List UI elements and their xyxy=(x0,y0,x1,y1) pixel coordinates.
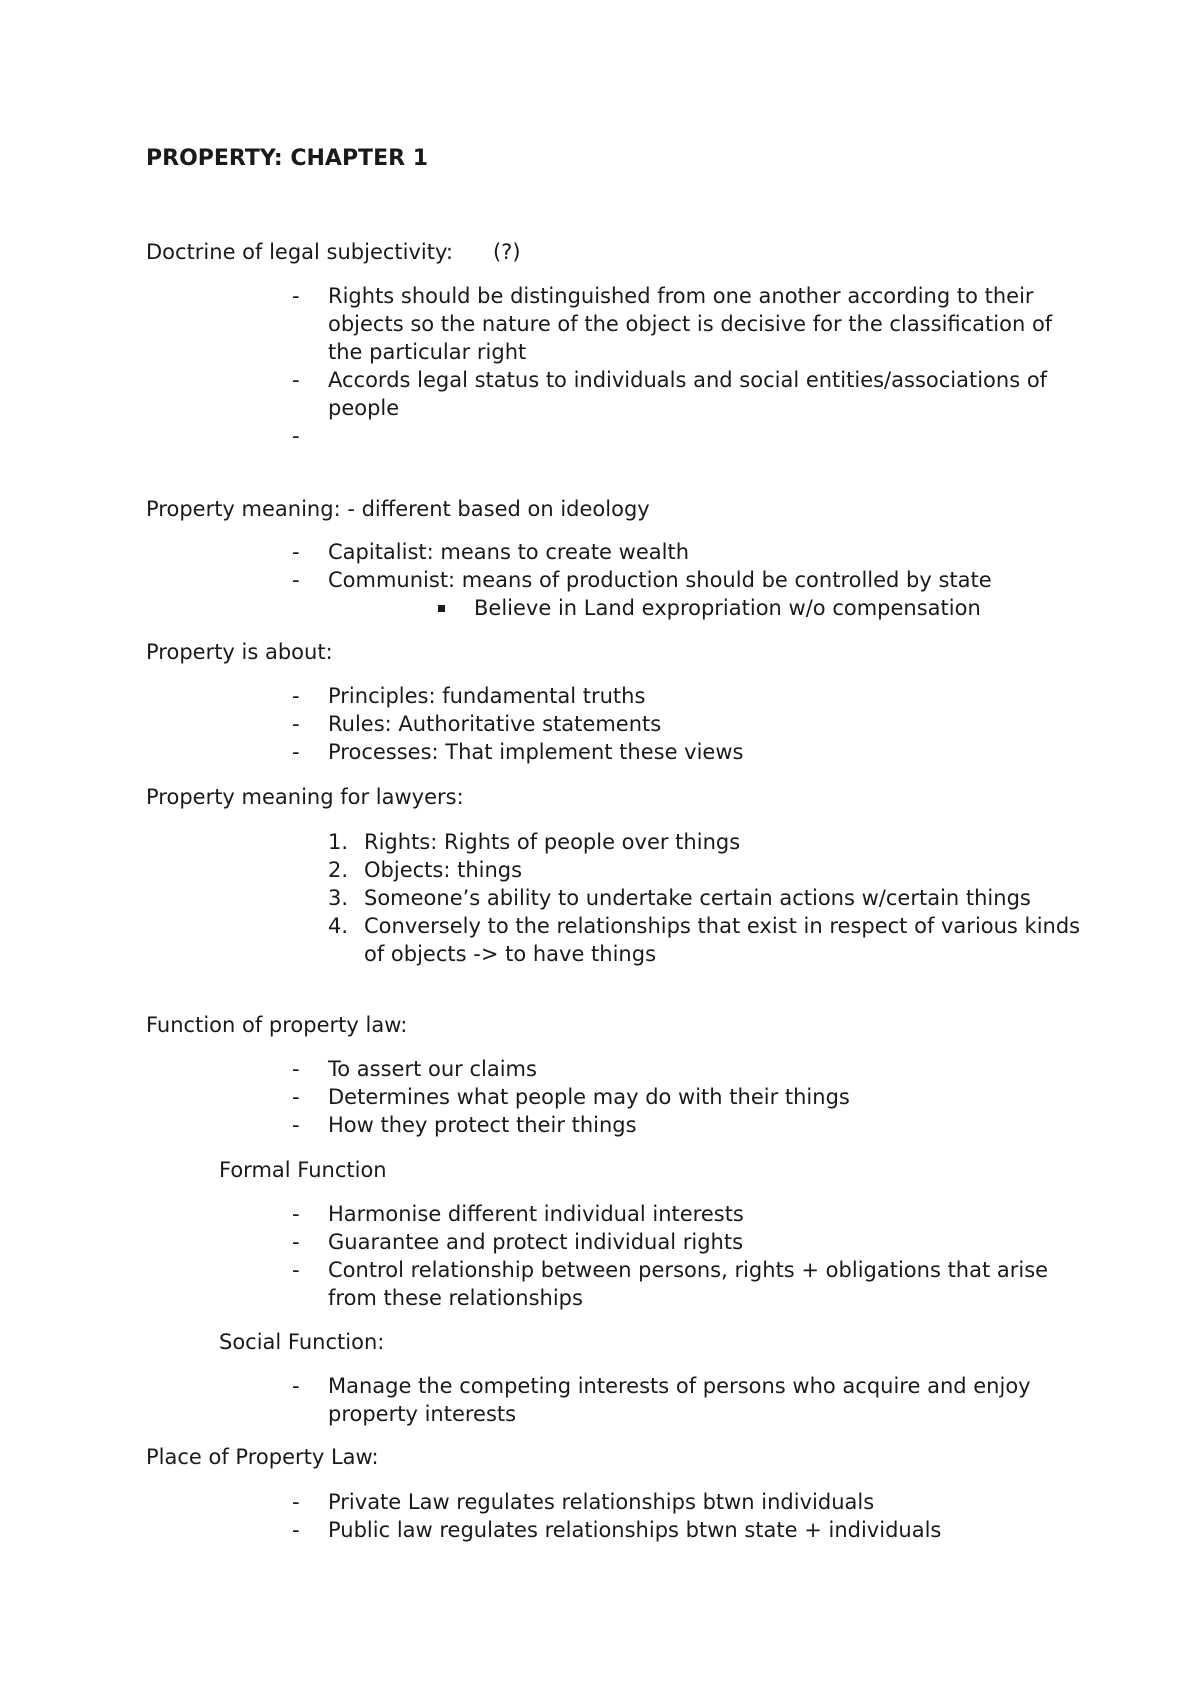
subjectivity-list xyxy=(292,282,1092,450)
dash-marker: - xyxy=(292,1374,300,1398)
list-item-text: Guarantee and protect individual rights xyxy=(328,1230,744,1254)
list-item xyxy=(292,566,1092,594)
meaning-sub-list xyxy=(436,594,1096,622)
social-list xyxy=(292,1372,1092,1428)
heading-place: Place of Property Law: xyxy=(146,1445,379,1469)
list-item-text: Determines what people may do with their things xyxy=(328,1085,850,1109)
dash-marker: - xyxy=(292,740,300,764)
list-item-text: Public law regulates relationships btwn state + individuals xyxy=(328,1518,942,1542)
list-item-text: Rights: Rights of people over things xyxy=(364,830,741,854)
list-item-text: Communist: means of production should be controlled by state xyxy=(328,568,992,592)
number-marker: 3. xyxy=(328,886,349,910)
list-item xyxy=(292,538,1092,566)
question-note: (?) xyxy=(492,240,521,264)
list-item xyxy=(292,1372,1092,1428)
list-item xyxy=(292,1200,1092,1228)
place-list xyxy=(292,1488,1092,1544)
dash-marker: - xyxy=(292,1518,300,1542)
list-item-text: Believe in Land expropriation w/o compensation xyxy=(474,596,981,620)
list-item-text: Accords legal status to individuals and social entities/associations of people xyxy=(328,368,1048,420)
dash-marker: - xyxy=(292,1113,300,1137)
list-item xyxy=(292,1256,1092,1312)
list-item-text: Conversely to the relationships that exist in respect of various kinds of objects -> to have things xyxy=(364,914,1081,966)
list-item xyxy=(292,1111,1092,1139)
document-title: PROPERTY: CHAPTER 1 xyxy=(146,146,429,171)
numbered-item xyxy=(328,912,1098,968)
numbered-item xyxy=(328,828,1098,856)
function-list xyxy=(292,1055,1092,1139)
lawyers-numbered-list xyxy=(328,828,1098,968)
heading-property-meaning: Property meaning: - different based on ideology xyxy=(146,497,650,521)
list-item-text: Processes: That implement these views xyxy=(328,740,744,764)
dash-marker: - xyxy=(292,1490,300,1514)
dash-marker: - xyxy=(292,1085,300,1109)
list-item-text: Manage the competing interests of persons who acquire and enjoy property interests xyxy=(328,1374,1031,1426)
heading-text: Doctrine of legal subjectivity: xyxy=(146,240,453,264)
heading-property-about: Property is about: xyxy=(146,640,333,664)
list-item-text: Harmonise different individual interests xyxy=(328,1202,744,1226)
list-item xyxy=(292,1488,1092,1516)
number-marker: 2. xyxy=(328,858,349,882)
dash-marker: - xyxy=(292,684,300,708)
list-item xyxy=(292,1516,1092,1544)
list-item-text: To assert our claims xyxy=(328,1057,537,1081)
dash-marker: - xyxy=(292,1258,300,1282)
list-item xyxy=(292,366,1092,422)
list-item xyxy=(292,710,1092,738)
list-item xyxy=(292,1083,1092,1111)
dash-marker: - xyxy=(292,368,300,392)
dash-marker: - xyxy=(292,568,300,592)
dash-marker: - xyxy=(292,540,300,564)
about-list xyxy=(292,682,1092,766)
subheading-formal-function: Formal Function xyxy=(219,1158,387,1182)
list-item xyxy=(292,1228,1092,1256)
meaning-list xyxy=(292,538,1092,594)
heading-meaning-lawyers: Property meaning for lawyers: xyxy=(146,785,464,809)
list-item-text: Principles: fundamental truths xyxy=(328,684,646,708)
list-item-empty xyxy=(292,422,1092,450)
numbered-item xyxy=(328,884,1098,912)
numbered-item xyxy=(328,856,1098,884)
dash-marker: - xyxy=(292,712,300,736)
list-item-text: Private Law regulates relationships btwn individuals xyxy=(328,1490,875,1514)
heading-function: Function of property law: xyxy=(146,1013,408,1037)
list-item-text: Control relationship between persons, rights + obligations that arise from these relationships xyxy=(328,1258,1049,1310)
list-item xyxy=(292,1055,1092,1083)
dash-marker: - xyxy=(292,424,300,448)
list-item-text: Objects: things xyxy=(364,858,523,882)
number-marker: 1. xyxy=(328,830,349,854)
list-item-text: How they protect their things xyxy=(328,1113,637,1137)
list-item xyxy=(292,738,1092,766)
heading-legal-subjectivity xyxy=(146,238,521,266)
dash-marker: - xyxy=(292,1057,300,1081)
dash-marker: - xyxy=(292,1230,300,1254)
list-item-text: Rules: Authoritative statements xyxy=(328,712,662,736)
square-bullet-icon xyxy=(438,605,445,612)
dash-marker: - xyxy=(292,284,300,308)
number-marker: 4. xyxy=(328,914,349,938)
dash-marker: - xyxy=(292,1202,300,1226)
list-item-text: Capitalist: means to create wealth xyxy=(328,540,689,564)
formal-list xyxy=(292,1200,1092,1312)
list-item xyxy=(292,682,1092,710)
sub-list-item xyxy=(436,594,1096,622)
subheading-social-function: Social Function: xyxy=(219,1330,385,1354)
list-item-text: Rights should be distinguished from one another according to their objects so the nature of the object is decisive for the classification of the particular right xyxy=(328,284,1053,364)
list-item-text: Someone’s ability to undertake certain actions w/certain things xyxy=(364,886,1031,910)
list-item xyxy=(292,282,1092,366)
